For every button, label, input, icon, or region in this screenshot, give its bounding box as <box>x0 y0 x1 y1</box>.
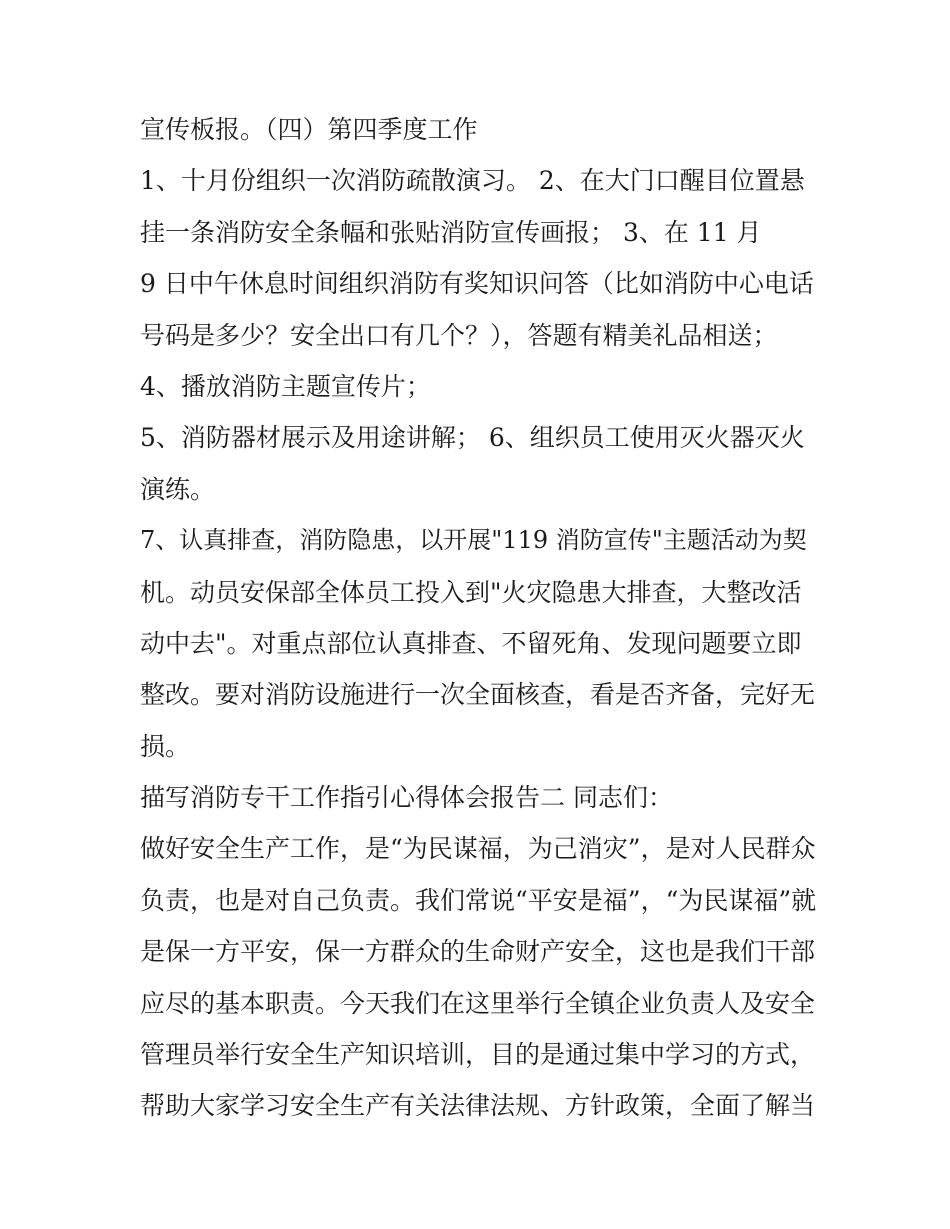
text-line: 挂一条消防安全条幅和张贴消防宣传画报； 3、在 11 月 <box>140 217 762 247</box>
text-line: 帮助大家学习安全生产有关法律法规、方针政策，全面了解当 <box>140 1091 816 1121</box>
text-line: 损。 <box>140 731 191 761</box>
text-line: 5、消防器材展示及用途讲解； 6、组织员工使用灭火器灭火 <box>140 423 805 453</box>
text-line: 负责，也是对自己负责。我们常说“平安是福”，“为民谋福”就 <box>140 885 817 915</box>
body-text <box>140 104 820 1132</box>
text-line: 4、播放消防主题宣传片； <box>140 371 431 401</box>
text-line: 是保一方平安，保一方群众的生命财产安全，这也是我们干部 <box>140 937 816 967</box>
text-line: 9 日中午休息时间组织消防有奖知识问答（比如消防中心电话 <box>140 269 814 299</box>
section-heading: 描写消防专干工作指引心得体会报告二 同志们： <box>140 783 673 813</box>
text-line: 1、十月份组织一次消防疏散演习。 2、在大门口醒目位置悬 <box>140 166 805 196</box>
text-line: 号码是多少？安全出口有几个？），答题有精美礼品相送； <box>140 320 778 350</box>
text-line: 宣传板报。（四）第四季度工作 <box>140 115 478 144</box>
text-line: 演练。 <box>140 474 216 504</box>
text-line: 应尽的基本职责。今天我们在这里举行全镇企业负责人及安全 <box>140 988 816 1018</box>
text-line: 动中去"。对重点部位认真排查、不留死角、发现问题要立即 <box>140 628 802 658</box>
text-line: 7、认真排查，消防隐患，以开展"119 消防宣传"主题活动为契 <box>140 526 807 555</box>
text-line: 管理员举行安全生产知识培训，目的是通过集中学习的方式， <box>140 1040 816 1070</box>
text-line: 做好安全生产工作，是“为民谋福，为己消灾”，是对人民群众 <box>140 834 816 864</box>
text-line: 机。动员安保部全体员工投入到"火灾隐患大排查，大整改活 <box>140 577 802 607</box>
text-line: 整改。要对消防设施进行一次全面核查，看是否齐备，完好无 <box>140 680 816 710</box>
